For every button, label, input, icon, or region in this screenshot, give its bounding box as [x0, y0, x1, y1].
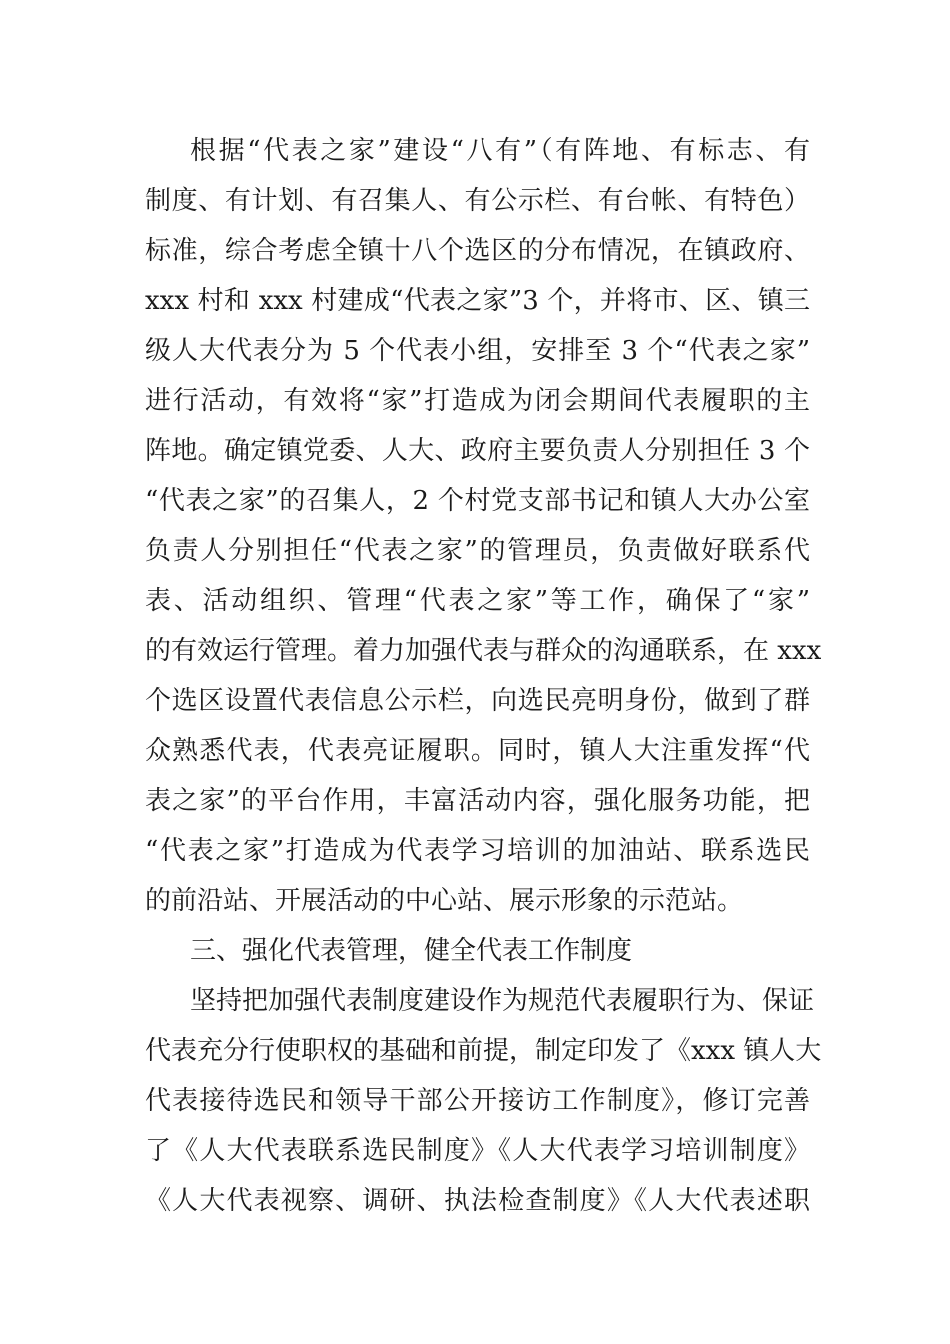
document-body — [145, 126, 822, 1226]
paragraph-line: 阵地。确定镇党委、人大、政府主要负责人分别担任 3 个 — [145, 436, 810, 466]
paragraph-line: 根据“代表之家”建设“八有”（有阵地、有标志、有 — [190, 136, 810, 166]
paragraph-line: 《人大代表视察、调研、执法检查制度》《人大代表述职 — [145, 1186, 810, 1216]
paragraph-2 — [145, 976, 822, 1226]
paragraph-line: “代表之家”打造成为代表学习培训的加油站、联系选民 — [145, 836, 810, 866]
paragraph-line: 级人大代表分为 5 个代表小组，安排至 3 个“代表之家” — [145, 336, 810, 366]
paragraph-line: 标准，综合考虑全镇十八个选区的分布情况，在镇政府、 — [145, 236, 810, 266]
section-heading: 三、强化代表管理，健全代表工作制度 — [190, 936, 633, 966]
paragraph-line: 代表充分行使职权的基础和前提，制定印发了《xxx 镇人大 — [145, 1036, 822, 1066]
paragraph-line: 进行活动，有效将“家”打造成为闭会期间代表履职的主 — [145, 386, 810, 416]
paragraph-line: 的有效运行管理。着力加强代表与群众的沟通联系，在 xxx — [145, 636, 822, 666]
paragraph-1 — [145, 126, 822, 926]
paragraph-line: xxx 村和 xxx 村建成“代表之家”3 个，并将市、区、镇三 — [145, 286, 810, 316]
paragraph-line: 坚持把加强代表制度建设作为规范代表履职行为、保证 — [190, 986, 815, 1016]
paragraph-line: “代表之家”的召集人，2 个村党支部书记和镇人大办公室 — [145, 486, 810, 516]
paragraph-line: 制度、有计划、有召集人、有公示栏、有台帐、有特色） — [145, 186, 810, 216]
paragraph-line: 代表接待选民和领导干部公开接访工作制度》，修订完善 — [145, 1086, 810, 1116]
paragraph-line: 了《人大代表联系选民制度》《人大代表学习培训制度》 — [145, 1136, 810, 1166]
paragraph-line: 众熟悉代表，代表亮证履职。同时，镇人大注重发挥“代 — [145, 736, 810, 766]
paragraph-line: 负责人分别担任“代表之家”的管理员，负责做好联系代 — [145, 536, 810, 566]
paragraph-line: 表、活动组织、管理“代表之家”等工作，确保了“家” — [145, 586, 810, 616]
paragraph-line: 个选区设置代表信息公示栏，向选民亮明身份，做到了群 — [145, 686, 810, 716]
paragraph-line: 表之家”的平台作用，丰富活动内容，强化服务功能，把 — [145, 786, 810, 816]
paragraph-line: 的前沿站、开展活动的中心站、展示形象的示范站。 — [145, 886, 744, 916]
